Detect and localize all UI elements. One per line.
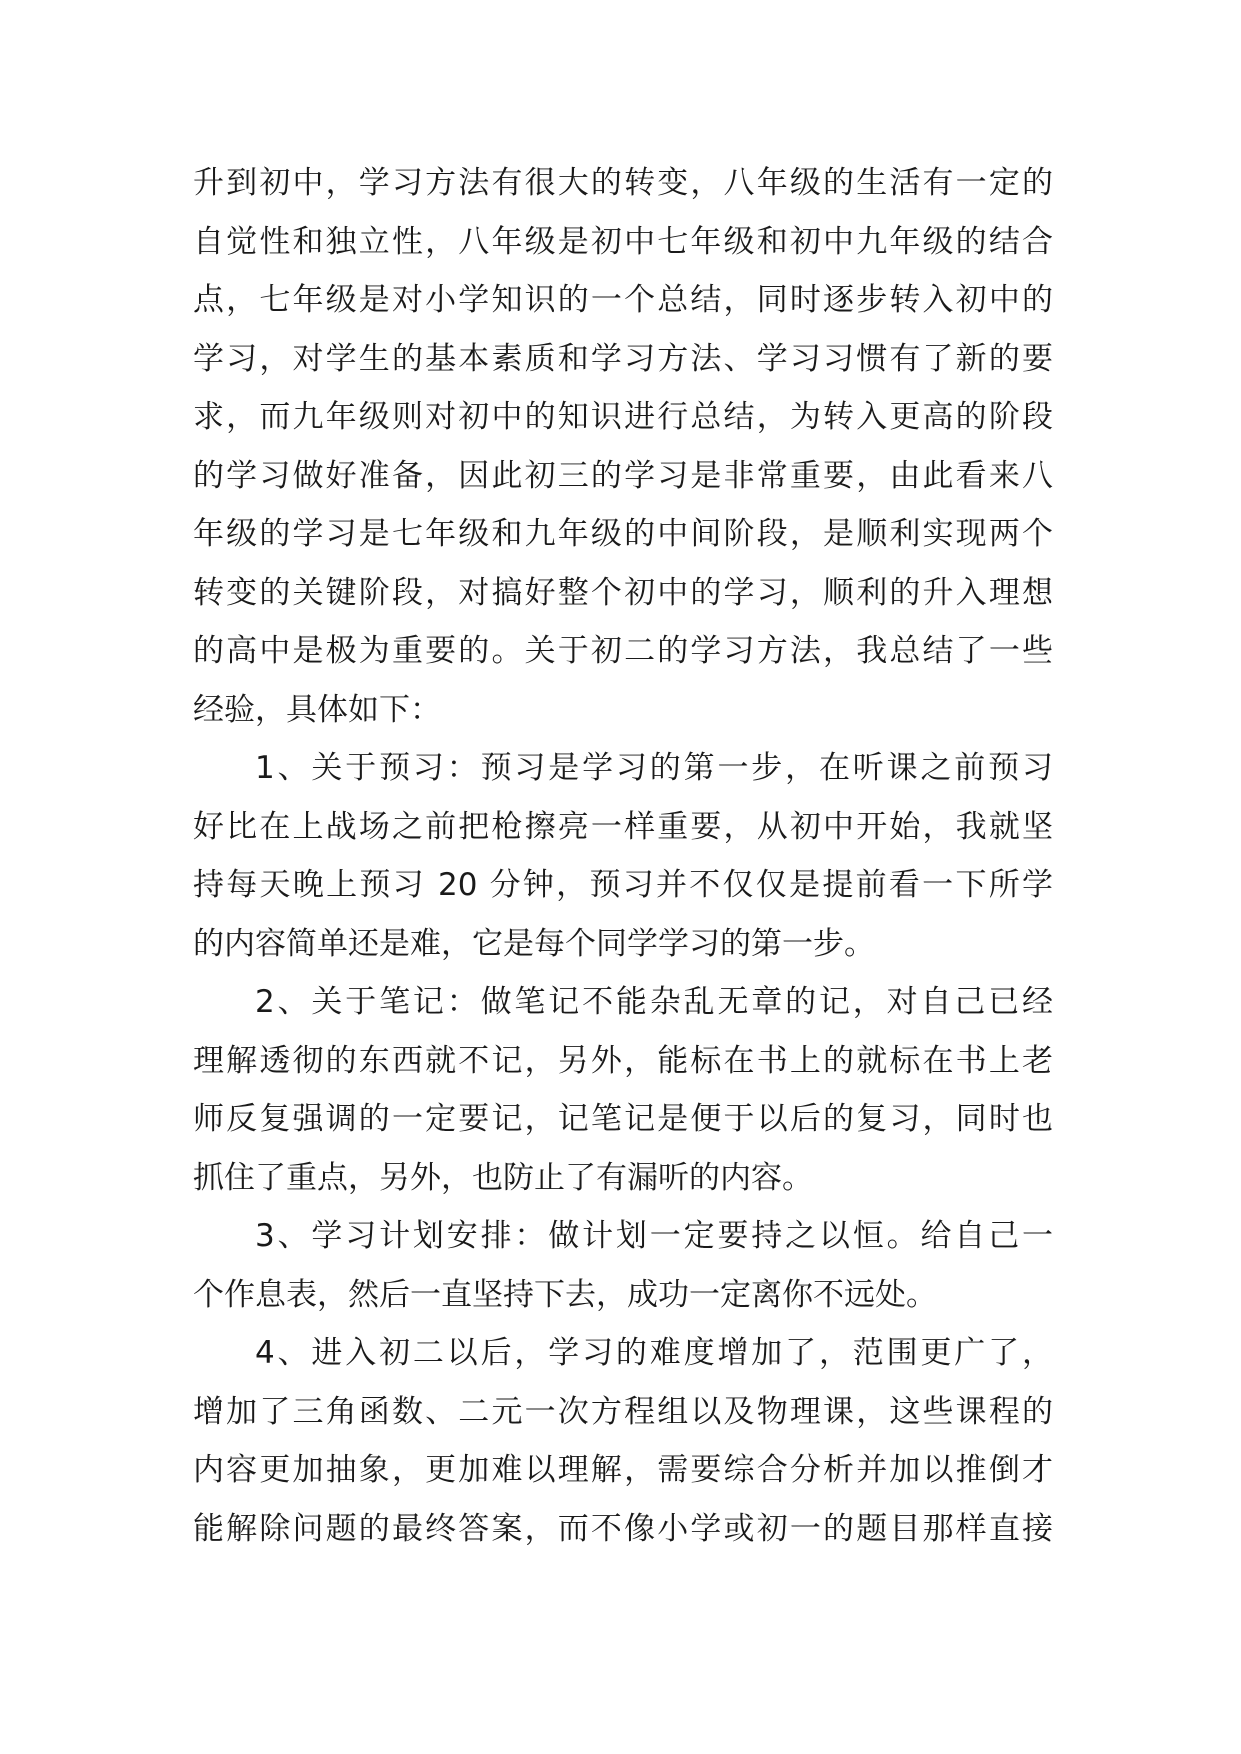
text-line: 4、进入初二以后，学习的难度增加了，范围更广了，	[255, 1335, 1053, 1371]
text-line: 学习，对学生的基本素质和学习方法、学习习惯有了新的要	[193, 340, 1053, 377]
text-line: 转变的关键阶段，对搞好整个初中的学习，顺利的升入理想	[193, 574, 1053, 611]
text-line: 增加了三角函数、二元一次方程组以及物理课，这些课程的	[193, 1393, 1053, 1430]
text-line: 师反复强调的一定要记，记笔记是便于以后的复习，同时也	[193, 1101, 1053, 1137]
text-line: 的高中是极为重要的。关于初二的学习方法，我总结了一些	[193, 633, 1053, 669]
text-line: 个作息表，然后一直坚持下去，成功一定离你不远处。	[193, 1276, 937, 1313]
text-line: 1、关于预习：预习是学习的第一步，在听课之前预习	[255, 750, 1053, 786]
text-line: 的学习做好准备，因此初三的学习是非常重要，由此看来八	[193, 457, 1053, 494]
text-line: 内容更加抽象，更加难以理解，需要综合分析并加以推倒才	[193, 1452, 1053, 1488]
text-line: 持每天晚上预习 20 分钟，预习并不仅仅是提前看一下所学	[193, 867, 1053, 903]
text-line: 2、关于笔记：做笔记不能杂乱无章的记，对自己已经	[255, 984, 1053, 1020]
text-line: 的内容简单还是难，它是每个同学学习的第一步。	[193, 925, 875, 962]
text-line: 求，而九年级则对初中的知识进行总结，为转入更高的阶段	[193, 399, 1053, 435]
text-line: 抓住了重点，另外，也防止了有漏听的内容。	[193, 1159, 813, 1196]
text-line: 3、学习计划安排：做计划一定要持之以恒。给自己一	[255, 1218, 1053, 1254]
text-line: 点，七年级是对小学知识的一个总结，同时逐步转入初中的	[193, 282, 1053, 318]
text-line: 能解除问题的最终答案，而不像小学或初一的题目那样直接	[193, 1510, 1053, 1547]
document-body	[193, 154, 1053, 1558]
text-line: 理解透彻的东西就不记，另外，能标在书上的就标在书上老	[193, 1042, 1053, 1079]
text-line: 好比在上战场之前把枪擦亮一样重要，从初中开始，我就坚	[193, 808, 1053, 845]
text-line: 年级的学习是七年级和九年级的中间阶段，是顺利实现两个	[193, 516, 1053, 552]
text-line: 经验，具体如下：	[193, 691, 441, 728]
text-line: 升到初中，学习方法有很大的转变，八年级的生活有一定的	[193, 165, 1053, 201]
text-line: 自觉性和独立性，八年级是初中七年级和初中九年级的结合	[193, 223, 1053, 260]
